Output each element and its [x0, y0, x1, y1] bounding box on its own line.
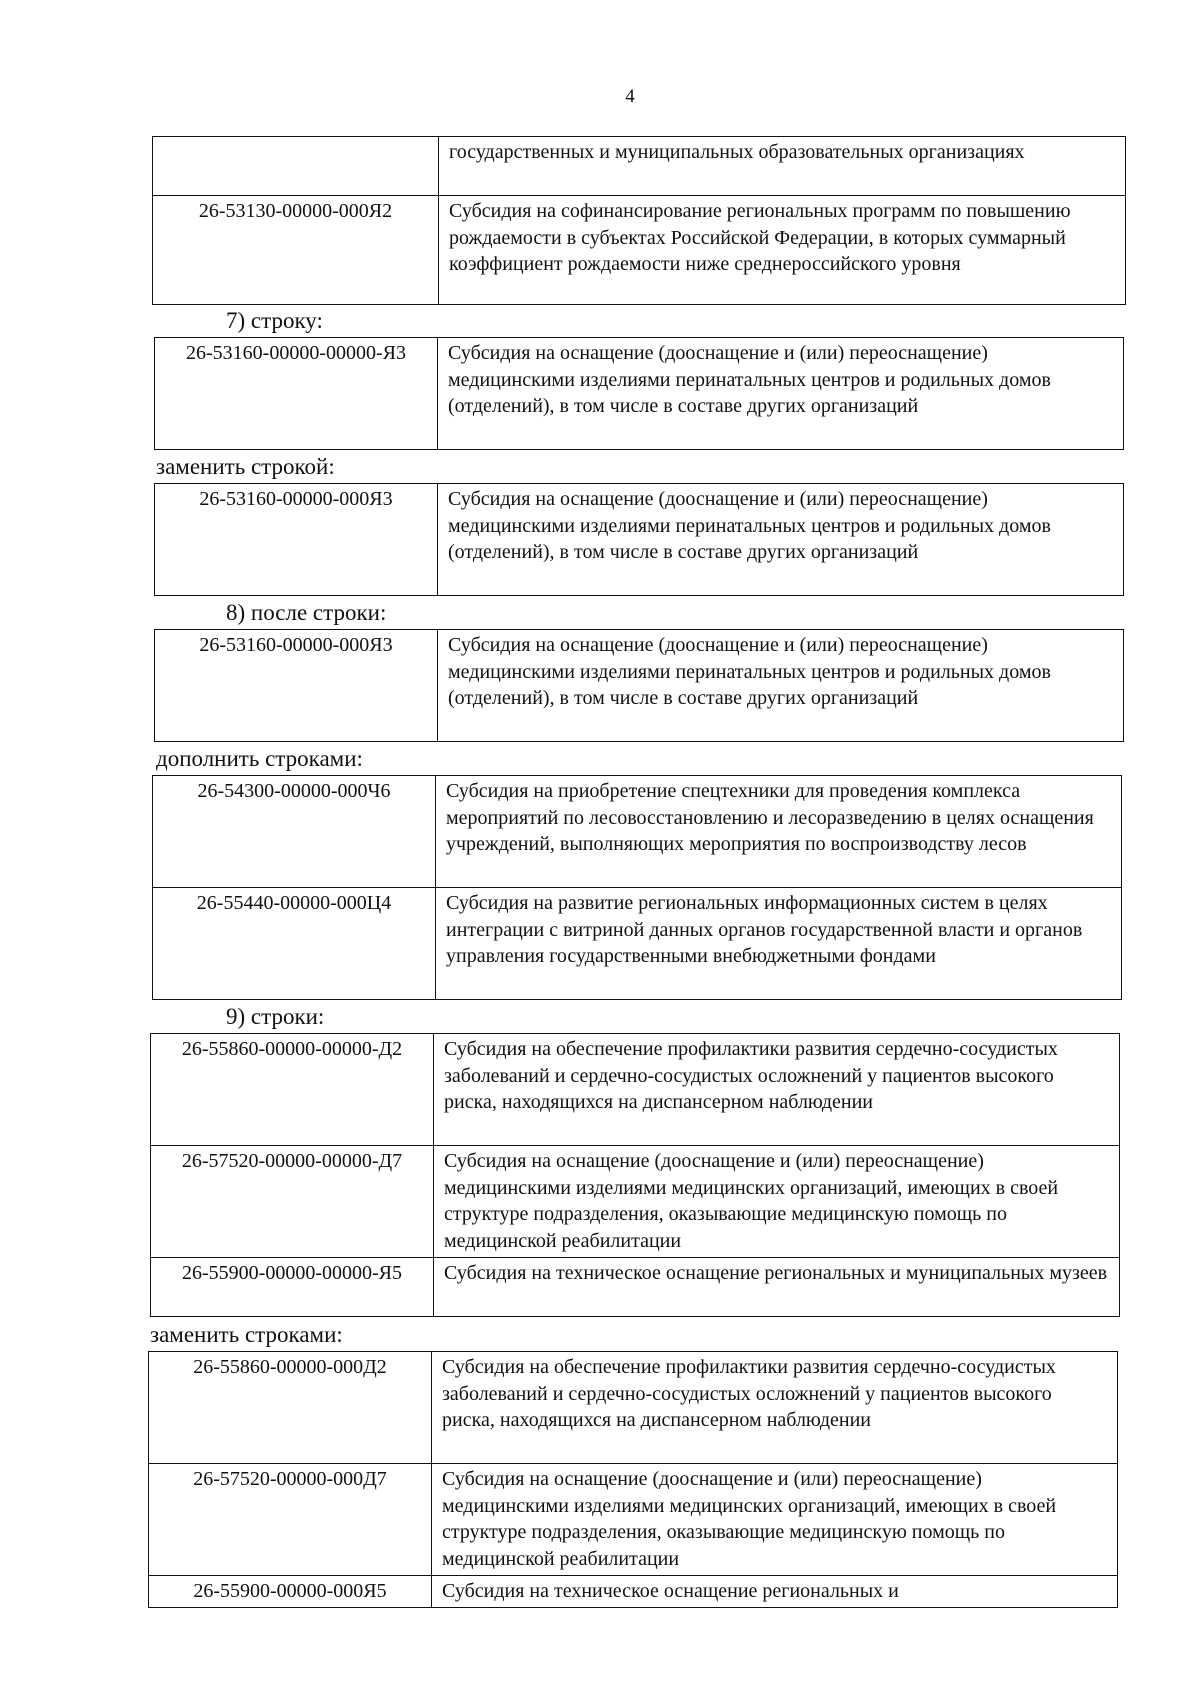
- table-row: [155, 630, 1124, 742]
- row-description: Субсидия на обеспечение профилактики развития сердечно-сосудистых заболеваний и сердечно-сосудистых осложнений у пациентов высокого риска, находящихся на диспансерном наблюдении: [434, 1034, 1120, 1146]
- row-description: Субсидия на оснащение (дооснащение и (или) переоснащение) медицинскими изделиями перинатальных центров и родильных домов (отделений), в том числе в составе других организаций: [438, 338, 1124, 450]
- row-code: 26-55900-00000-000Я5: [149, 1576, 432, 1608]
- row-code: 26-53160-00000-000Я3: [155, 484, 438, 596]
- table-add-8: [152, 775, 1122, 1000]
- table-row: [155, 338, 1124, 450]
- label-add-8: дополнить строками:: [156, 746, 363, 771]
- row-code: 26-53160-00000-00000-Я3: [155, 338, 438, 450]
- table-item-8: [154, 629, 1124, 742]
- row-code: 26-55440-00000-000Ц4: [153, 888, 436, 1000]
- table-row: [149, 1464, 1118, 1576]
- table-replace-7: [154, 483, 1124, 596]
- row-description: Субсидия на софинансирование региональных программ по повышению рождаемости в субъектах Российской Федерации, в которых суммарный коэффициент рождаемости ниже среднероссийского уровня: [439, 196, 1126, 305]
- row-description: Субсидия на техническое оснащение региональных и муниципальных музеев: [434, 1258, 1120, 1317]
- row-code: 26-57520-00000-00000-Д7: [151, 1146, 434, 1258]
- label-replace-7: заменить строкой:: [156, 454, 335, 479]
- row-description: Субсидия на оснащение (дооснащение и (или) переоснащение) медицинскими изделиями медицинских организаций, имеющих в своей структуре подразделения, оказывающие медицинскую помощь по медицинской реабилитации: [432, 1464, 1118, 1576]
- row-description: государственных и муниципальных образовательных организациях: [439, 137, 1126, 196]
- table-replace-9: [148, 1351, 1118, 1608]
- row-description: Субсидия на оснащение (дооснащение и (или) переоснащение) медицинскими изделиями перинатальных центров и родильных домов (отделений), в том числе в составе других организаций: [438, 484, 1124, 596]
- table-item-9: [150, 1033, 1120, 1317]
- label-item-7: 7) строку:: [226, 308, 323, 333]
- table-row: [155, 484, 1124, 596]
- row-code: [153, 137, 439, 196]
- row-code: 26-57520-00000-000Д7: [149, 1464, 432, 1576]
- row-code: 26-55860-00000-000Д2: [149, 1352, 432, 1464]
- row-code: 26-55900-00000-00000-Я5: [151, 1258, 434, 1317]
- row-description: Субсидия на оснащение (дооснащение и (или) переоснащение) медицинскими изделиями медицинских организаций, имеющих в своей структуре подразделения, оказывающие медицинскую помощь по медицинской реабилитации: [434, 1146, 1120, 1258]
- row-code: 26-53130-00000-000Я2: [153, 196, 439, 305]
- row-description: Субсидия на обеспечение профилактики развития сердечно-сосудистых заболеваний и сердечно-сосудистых осложнений у пациентов высокого риска, находящихся на диспансерном наблюдении: [432, 1352, 1118, 1464]
- row-description: Субсидия на развитие региональных информационных систем в целях интеграции с витриной данных органов государственной власти и органов управления государственными внебюджетными фондами: [436, 888, 1122, 1000]
- row-code: 26-53160-00000-000Я3: [155, 630, 438, 742]
- row-description: Субсидия на оснащение (дооснащение и (или) переоснащение) медицинскими изделиями перинатальных центров и родильных домов (отделений), в том числе в составе других организаций: [438, 630, 1124, 742]
- row-description: Субсидия на техническое оснащение региональных и: [432, 1576, 1118, 1608]
- table-row: [149, 1576, 1118, 1608]
- label-item-9: 9) строки:: [226, 1004, 325, 1029]
- row-code: 26-54300-00000-000Ч6: [153, 776, 436, 888]
- label-item-8: 8) после строки:: [226, 600, 387, 625]
- page-number: 4: [625, 86, 635, 107]
- row-description: Субсидия на приобретение спецтехники для проведения комплекса мероприятий по лесовосстановлению и лесоразведению в целях оснащения учреждений, выполняющих мероприятия по воспроизводству лесов: [436, 776, 1122, 888]
- table-item-7: [154, 337, 1124, 450]
- table-row: [153, 137, 1126, 196]
- table-row: [153, 776, 1122, 888]
- table-row: [153, 888, 1122, 1000]
- table-row: [151, 1034, 1120, 1146]
- table-row: [153, 196, 1126, 305]
- row-code: 26-55860-00000-00000-Д2: [151, 1034, 434, 1146]
- table-top: [152, 136, 1126, 305]
- label-replace-9: заменить строками:: [150, 1322, 343, 1347]
- table-row: [149, 1352, 1118, 1464]
- table-row: [151, 1146, 1120, 1258]
- table-row: [151, 1258, 1120, 1317]
